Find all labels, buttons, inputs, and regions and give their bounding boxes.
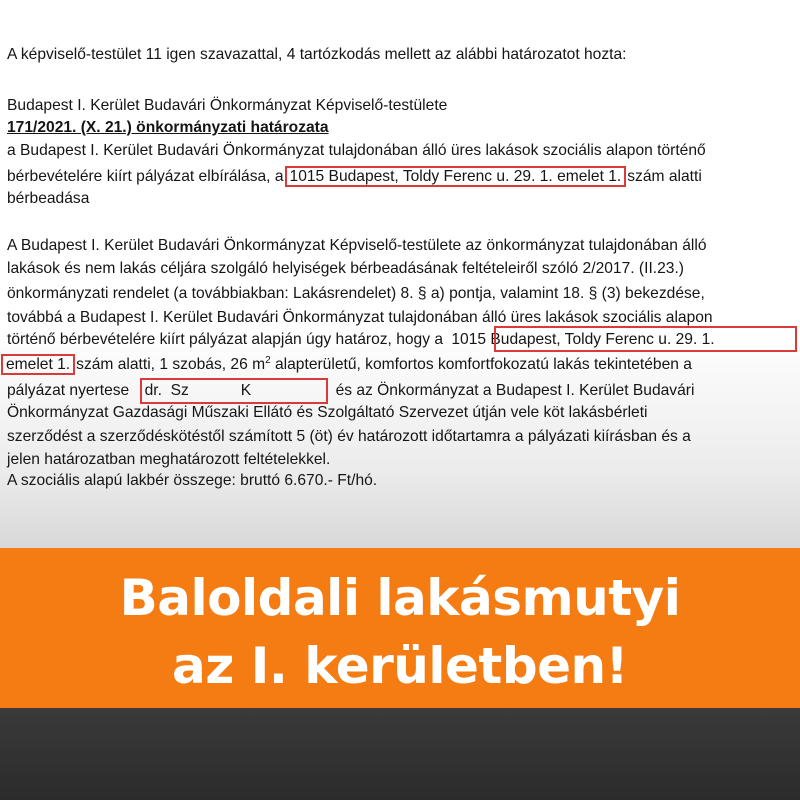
issuer-text: Budapest I. Kerület Budavári Önkormányzat Képviselő-testülete (7, 97, 448, 114)
body-address-part-1: 1015 Budapest, Toldy Ferenc u. 29. 1. (451, 331, 715, 348)
headline-line-1: Baloldali lakásmutyi (119, 569, 681, 627)
subject-line-2 (7, 166, 702, 188)
body-line-6-post2: alapterületű, komfortos komfortfokozatú lakás tekintetében a (275, 356, 692, 373)
body-line-3: önkormányzati rendelet (a továbbiakban: Lakásrendelet) 8. § a) pontja, valamint 18. § (3) bekezdése, (7, 285, 705, 302)
body-line-7 (7, 378, 694, 404)
resolution-number: 171/2021. (X. 21.) önkormányzati határozata (7, 119, 329, 136)
body-line-1: A Budapest I. Kerület Budavári Önkormányzat Képviselő-testülete az önkormányzat tulajdonában álló (7, 237, 707, 254)
subject-line-1 (7, 140, 786, 162)
winner-name-highlight: dr. Sz K (140, 378, 328, 404)
body-address-part-2: emelet 1. (1, 354, 75, 375)
subject-line-1-text: a Budapest I. Kerület Budavári Önkormányzat tulajdonában álló üres lakások szociális alapon történő (7, 142, 706, 159)
subject-line-2-pre: bérbevételére kiírt pályázat elbírálása, a (7, 168, 284, 185)
body-line-7-pre: pályázat nyertese (7, 382, 130, 399)
body-line-4: továbbá a Budapest I. Kerület Budavári Önkormányzat tulajdonában álló üres lakások szociális alapon (7, 309, 713, 326)
intro-text: A képviselő-testület 11 igen szavazattal, 4 tartózkodás mellett az alábbi határozatot hozta: (7, 46, 627, 63)
dark-footer-band (0, 708, 800, 800)
body-line-6-post: szám alatti, 1 szobás, 26 m (76, 356, 266, 373)
address-highlight-box-top (494, 326, 797, 352)
body-line-10: jelen határozatban meghatározott feltételekkel. (7, 451, 331, 468)
body-line-11: A szociális alapú lakbér összege: bruttó 6.670.- Ft/hó. (7, 472, 378, 489)
body-line-6 (7, 354, 692, 376)
area-superscript: 2 (265, 354, 271, 366)
body-line-2: lakások és nem lakás céljára szolgáló helyiségek bérbeadásának feltételeiről szóló 2/2017. (II.23.) (7, 260, 684, 277)
body-line-8: Önkormányzat Gazdasági Műszaki Ellátó és Szolgáltató Szervezet útján vele köt lakásbérleti (7, 404, 648, 421)
body-line-7-post: és az Önkormányzat a Budapest I. Kerület Budavári (335, 382, 695, 399)
subject-line-3: bérbeadása (7, 190, 90, 207)
address-highlight: 1015 Budapest, Toldy Ferenc u. 29. 1. emelet 1. (285, 166, 627, 187)
headline-banner (0, 548, 800, 708)
body-line-9: szerződést a szerződéskötéstől számított 5 (öt) év határozott időtartamra a pályázati kiírásban és a (7, 428, 691, 445)
subject-line-2-post: szám alatti (627, 168, 702, 185)
body-line-5-pre: történő bérbevételére kiírt pályázat alapján úgy határoz, hogy a (7, 331, 444, 348)
headline-line-2: az I. kerületben! (172, 637, 628, 695)
